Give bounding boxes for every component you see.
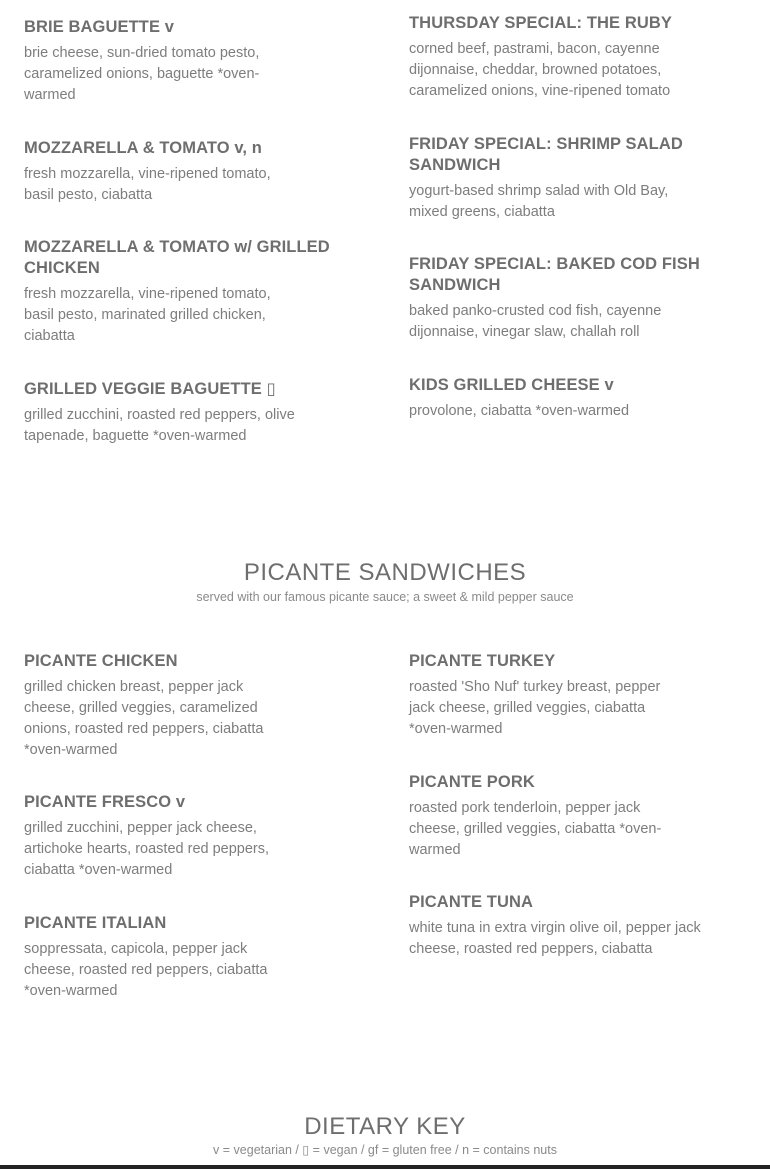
item-description: provolone, ciabatta *oven-warmed [409, 403, 630, 419]
item-name: PICANTE TURKEY [409, 652, 556, 670]
menu-item-mozzarella-tomato-chicken [24, 237, 344, 347]
item-description: brie cheese, sun-dried tomato pesto, caramelized onions, baguette *oven-warmed [24, 45, 260, 103]
menu-item-friday-shrimp [409, 134, 709, 223]
item-description: roasted 'Sho Nuf' turkey breast, pepper jack cheese, grilled veggies, ciabatta *oven-warmed [409, 679, 661, 737]
item-description: corned beef, pastrami, bacon, cayenne dijonnaise, cheddar, browned potatoes, caramelized onions, vine-ripened tomato [409, 41, 671, 99]
dietary-key-text: v = vegetarian / ▯ = vegan / gf = gluten free / n = contains nuts [213, 1143, 557, 1157]
section-title: DIETARY KEY [304, 1113, 466, 1140]
item-description: grilled zucchini, roasted red peppers, olive tapenade, baguette *oven-warmed [24, 407, 295, 444]
menu-item-picante-pork [409, 772, 709, 861]
picante-section-header [0, 559, 770, 605]
menu-item-friday-cod [409, 254, 709, 343]
item-description: grilled chicken breast, pepper jack cheese, grilled veggies, caramelized onions, roasted red peppers, ciabatta *oven-warmed [24, 679, 264, 758]
item-description: soppressata, capicola, pepper jack cheese, roasted red peppers, ciabatta *oven-warmed [24, 941, 268, 999]
item-name: BRIE BAGUETTE v [24, 18, 175, 36]
item-description: fresh mozzarella, vine-ripened tomato, basil pesto, ciabatta [24, 166, 271, 203]
item-name: PICANTE ITALIAN [24, 914, 167, 932]
item-description: white tuna in extra virgin olive oil, pepper jack cheese, roasted red peppers, ciabatta [409, 920, 701, 957]
menu-item-grilled-veggie-baguette [24, 379, 344, 447]
menu-item-thursday-ruby [409, 13, 709, 102]
menu-item-kids-grilled-cheese [409, 375, 709, 422]
item-description: roasted pork tenderloin, pepper jack cheese, grilled veggies, ciabatta *oven-warmed [409, 800, 662, 858]
menu-item-mozzarella-tomato [24, 138, 344, 206]
item-name: KIDS GRILLED CHEESE v [409, 376, 614, 394]
item-name: GRILLED VEGGIE BAGUETTE ▯ [24, 380, 276, 398]
item-description: baked panko-crusted cod fish, cayenne dijonnaise, vinegar slaw, challah roll [409, 303, 662, 340]
item-description: yogurt-based shrimp salad with Old Bay, mixed greens, ciabatta [409, 183, 669, 220]
menu-item-picante-fresco [24, 792, 344, 881]
menu-item-brie-baguette [24, 17, 344, 106]
item-name: MOZZARELLA & TOMATO w/ GRILLED CHICKEN [24, 238, 330, 277]
menu-item-picante-italian [24, 913, 344, 1002]
item-name: PICANTE FRESCO v [24, 793, 186, 811]
section-subtitle: served with our famous picante sauce; a sweet & mild pepper sauce [196, 590, 574, 604]
item-name: FRIDAY SPECIAL: SHRIMP SALAD SANDWICH [409, 135, 683, 174]
item-name: THURSDAY SPECIAL: THE RUBY [409, 14, 672, 32]
dietary-key-section [0, 1113, 770, 1158]
item-description: grilled zucchini, pepper jack cheese, artichoke hearts, roasted red peppers, ciabatta *oven-warmed [24, 820, 270, 878]
item-description: fresh mozzarella, vine-ripened tomato, basil pesto, marinated grilled chicken, ciabatta [24, 286, 271, 344]
item-name: PICANTE PORK [409, 773, 535, 791]
menu-item-picante-tuna [409, 892, 709, 960]
menu-item-picante-chicken [24, 651, 344, 761]
menu-item-picante-turkey [409, 651, 709, 740]
item-name: PICANTE TUNA [409, 893, 534, 911]
item-name: MOZZARELLA & TOMATO v, n [24, 139, 262, 157]
bottom-divider [0, 1165, 770, 1169]
item-name: FRIDAY SPECIAL: BAKED COD FISH SANDWICH [409, 255, 700, 294]
item-name: PICANTE CHICKEN [24, 652, 178, 670]
section-title: PICANTE SANDWICHES [243, 559, 527, 586]
